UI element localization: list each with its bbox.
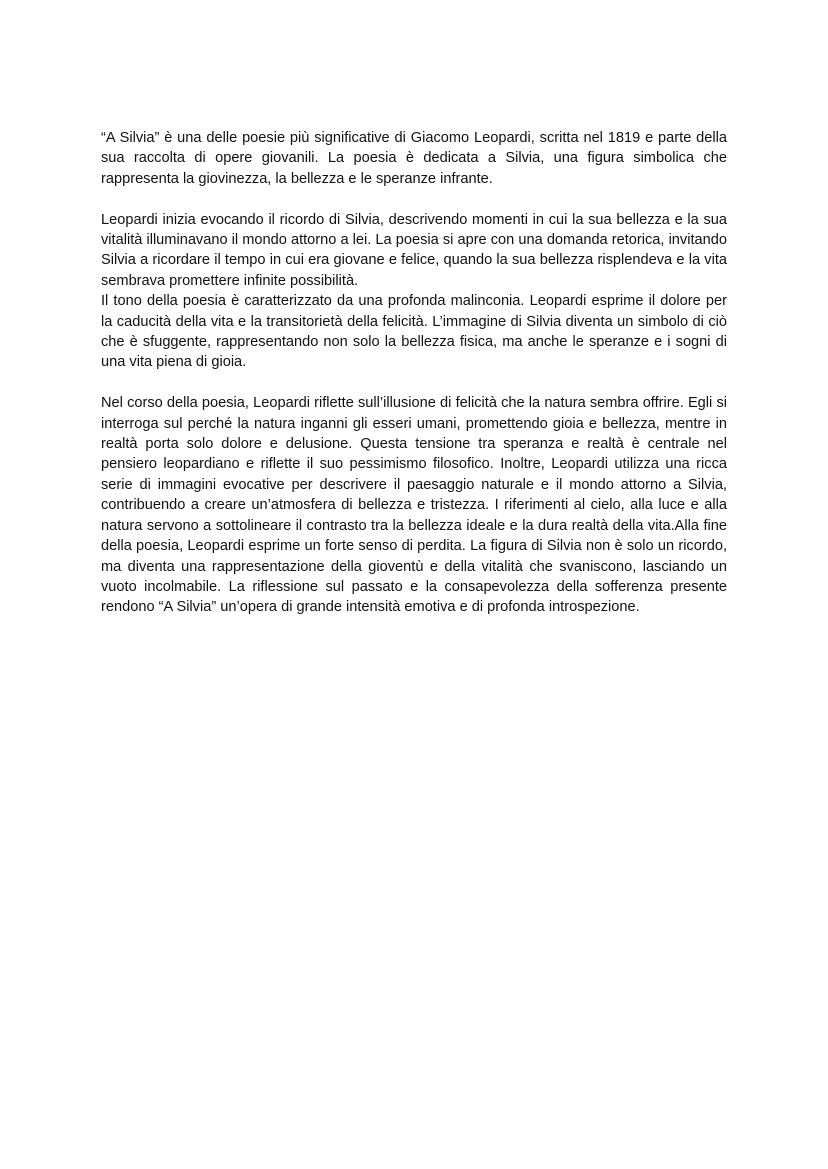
paragraph-tone: Il tono della poesia è caratterizzato da una profonda malinconia. Leopardi esprime il dolore per la caducità della vita e la transitorietà della felicità. L’immagine di Silvia diventa un simbolo di ciò che è sfuggente, rappresentando non solo la bellezza fisica, ma anche le speranze e i sogni di una vita piena di gioia.: [101, 293, 727, 371]
paragraph-memory: Leopardi inizia evocando il ricordo di Silvia, descrivendo momenti in cui la sua bellezza e la sua vitalità illuminavano il mondo attorno a lei. La poesia si apre con una domanda retorica, invitando Silvia a ricordare il tempo in cui era giovane e felice, quando la sua bellezza risplendeva e la vita sembrava promettere infinite possibilità.: [101, 211, 727, 289]
document-body: [101, 128, 727, 618]
paragraph-intro: “A Silvia” è una delle poesie più significative di Giacomo Leopardi, scritta nel 1819 e parte della sua raccolta di opere giovanili. La poesia è dedicata a Silvia, una figura simbolica che rappresenta la giovinezza, la bellezza e le speranze infrante.: [101, 130, 727, 187]
paragraph-nature: Nel corso della poesia, Leopardi riflette sull’illusione di felicità che la natura sembra offrire. Egli si interroga sul perché la natura inganni gli esseri umani, promettendo gioia e bellezza, mentre in realtà porta solo dolore e delusione. Questa tensione tra speranza e realtà è centrale nel pensiero leopardiano e riflette il suo pessimismo filosofico. Inoltre, Leopardi utilizza una ricca serie di immagini evocative per descrivere il paesaggio naturale e il mondo attorno a Silvia, contribuendo a creare un’atmosfera di bellezza e tristezza. I riferimenti al cielo, alla luce e alla natura servono a sottolineare il contrasto tra la bellezza ideale e la dura realtà della vita.Alla fine della poesia, Leopardi esprime un forte senso di perdita. La figura di Silvia non è solo un ricordo, ma diventa una rappresentazione della gioventù e della vitalità che svaniscono, lasciando un vuoto incolmabile. La riflessione sul passato e la consapevolezza della sofferenza presente rendono “A Silvia” un’opera di grande intensità emotiva e di profonda introspezione.: [101, 395, 727, 616]
